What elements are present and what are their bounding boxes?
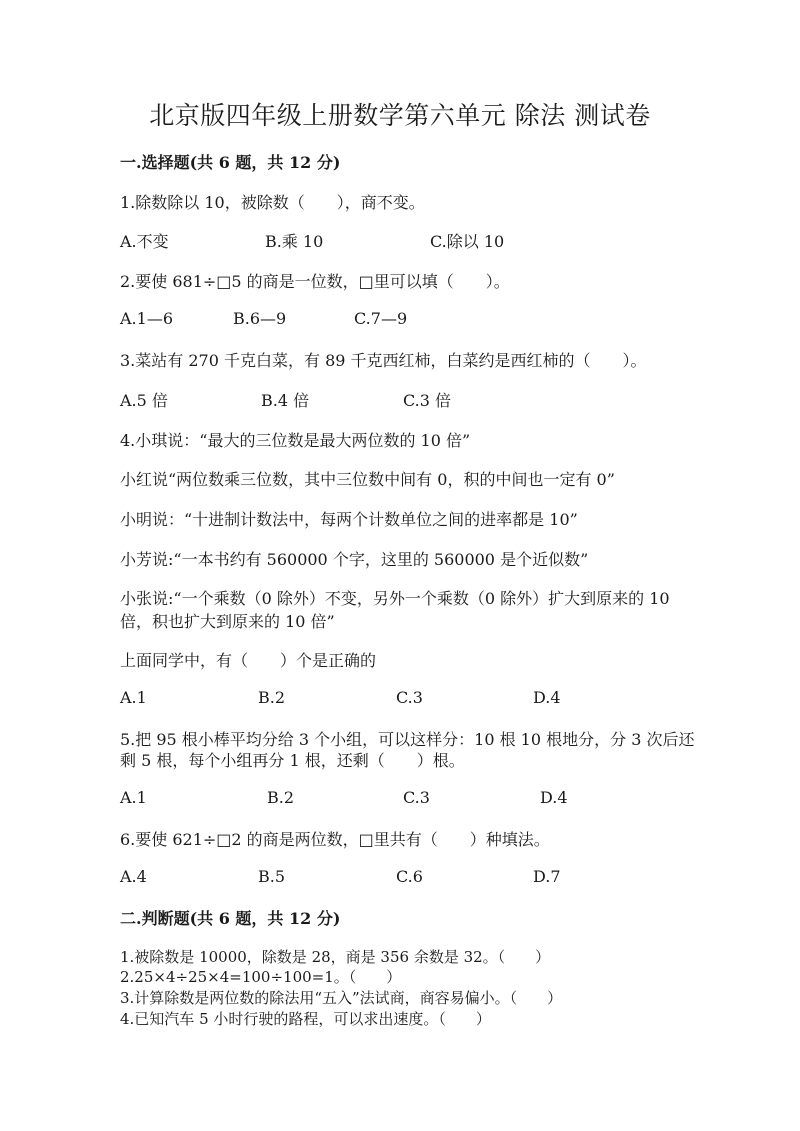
page-title: 北京版四年级上册数学第六单元 除法 测试卷 — [149, 101, 651, 130]
q6-option-a: A.4 — [120, 867, 147, 886]
section-heading-true-false: 二.判断题(共 6 题，共 12 分) — [120, 909, 341, 928]
question-5-line-1: 5.把 95 根小棒平均分给 3 个小组，可以这样分：10 根 10 根地分，分 3 次后还 — [120, 730, 695, 749]
tf-item-4: 4.已知汽车 5 小时行驶的路程，可以求出速度。（ ） — [120, 1010, 491, 1028]
q5-option-a: A.1 — [120, 788, 147, 807]
q5-option-b: B.2 — [267, 788, 295, 807]
q3-option-b: B.4 倍 — [261, 391, 310, 410]
q5-option-c: C.3 — [403, 788, 430, 807]
q3-option-c: C.3 倍 — [403, 391, 452, 410]
question-1: 1.除数除以 10，被除数（ ），商不变。 — [120, 193, 425, 212]
q6-option-d: D.7 — [533, 867, 561, 886]
question-4-line-5: 小张说:“一个乘数（0 除外）不变，另外一个乘数（0 除外）扩大到原来的 10 — [120, 589, 670, 608]
q4-option-a: A.1 — [120, 688, 147, 707]
question-4-line-3: 小明说：“十进制计数法中，每两个计数单位之间的进率都是 10” — [120, 510, 578, 529]
q6-option-c: C.6 — [396, 867, 423, 886]
tf-item-2: 2.25×4÷25×4=100÷100=1。（ ） — [120, 968, 402, 986]
question-2: 2.要使 681÷□5 的商是一位数，□里可以填（ ）。 — [120, 272, 510, 291]
q1-option-b: B.乘 10 — [265, 232, 324, 251]
section-heading-choice: 一.选择题(共 6 题，共 12 分) — [120, 153, 341, 172]
q1-option-a: A.不变 — [120, 232, 169, 251]
question-5-line-2: 剩 5 根，每个小组再分 1 根，还剩（ ）根。 — [120, 751, 465, 770]
question-6: 6.要使 621÷□2 的商是两位数，□里共有（ ）种填法。 — [120, 830, 550, 849]
q2-option-c: C.7—9 — [354, 309, 408, 328]
question-4-line-2: 小红说“两位数乘三位数，其中三位数中间有 0，积的中间也一定有 0” — [120, 470, 615, 489]
tf-item-1: 1.被除数是 10000，除数是 28，商是 356 余数是 32。（ ） — [120, 948, 551, 966]
q4-option-b: B.2 — [258, 688, 286, 707]
tf-item-3: 3.计算除数是两位数的除法用“五入”法试商，商容易偏小。（ ） — [120, 989, 563, 1007]
q1-option-c: C.除以 10 — [430, 232, 505, 251]
question-4-line-4: 小芳说:“一本书约有 560000 个字，这里的 560000 是个近似数” — [120, 550, 589, 569]
question-4-line-7: 上面同学中，有（ ）个是正确的 — [120, 651, 377, 670]
q6-option-b: B.5 — [258, 867, 286, 886]
q3-option-a: A.5 倍 — [120, 391, 168, 410]
question-4-line-1: 4.小琪说：“最大的三位数是最大两位数的 10 倍” — [120, 431, 471, 450]
question-3: 3.菜站有 270 千克白菜，有 89 千克西红柿，白菜约是西红柿的（ ）。 — [120, 351, 647, 370]
question-4-line-6: 倍，积也扩大到原来的 10 倍” — [120, 612, 335, 631]
q4-option-c: C.3 — [396, 688, 423, 707]
q2-option-b: B.6—9 — [233, 309, 287, 328]
q4-option-d: D.4 — [533, 688, 561, 707]
q2-option-a: A.1—6 — [120, 309, 173, 328]
q5-option-d: D.4 — [540, 788, 568, 807]
